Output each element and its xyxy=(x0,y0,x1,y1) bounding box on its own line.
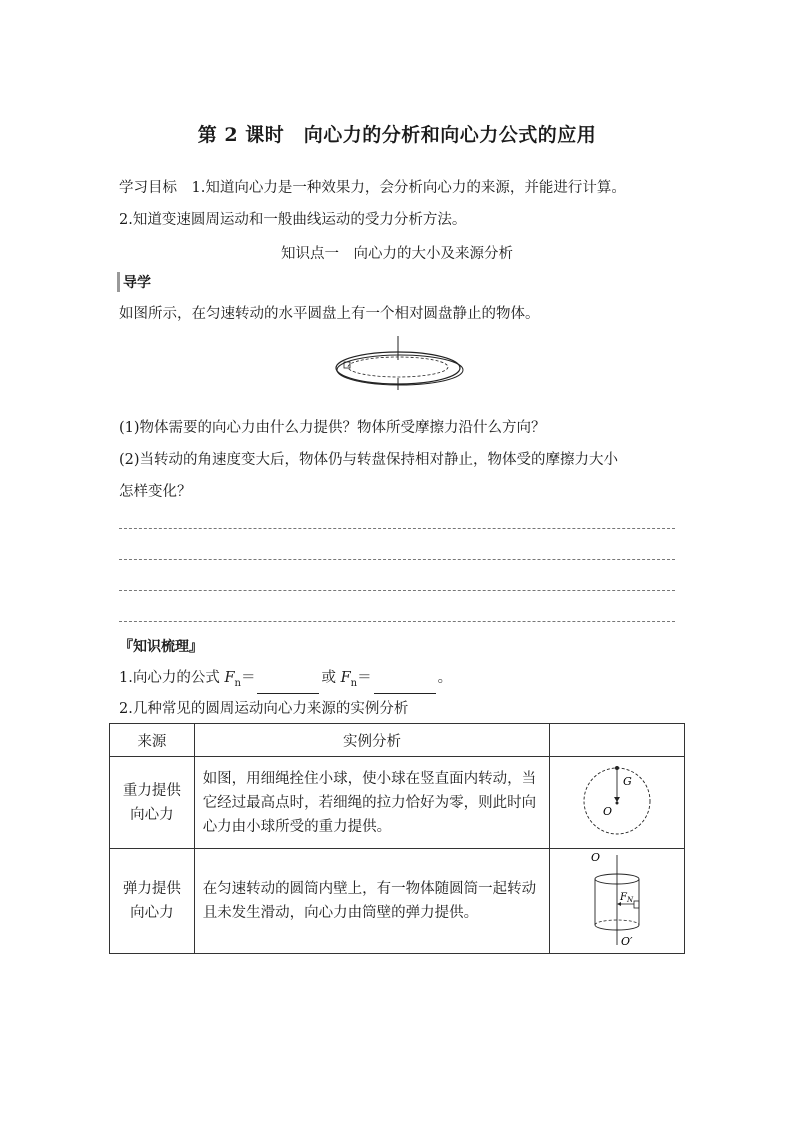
label-fn-main: F xyxy=(620,892,628,903)
answer-line[interactable] xyxy=(119,590,675,591)
source-cell xyxy=(110,757,195,849)
source-line: 弹力提供 xyxy=(122,881,181,897)
label-o: O xyxy=(603,804,613,818)
example-cell: 在匀速转动的圆筒内壁上，有一物体随圆筒一起转动且未发生滑动，向心力由筒壁的弹力提供。 xyxy=(194,849,550,954)
figure-cell xyxy=(550,849,685,954)
header-figure xyxy=(550,724,685,757)
formula-prefix: 1.向心力的公式 xyxy=(119,670,225,686)
answer-line[interactable] xyxy=(119,559,675,560)
source-cell xyxy=(110,849,195,954)
source-line: 重力提供 xyxy=(122,782,181,799)
formula-equals: ＝ xyxy=(240,670,256,686)
turntable-figure xyxy=(330,334,470,392)
gravity-arrowhead xyxy=(614,797,620,802)
formula-blank-2[interactable] xyxy=(374,677,436,694)
question-2: (2)当转动的角速度变大后，物体仍与转盘保持相对静止，物体受的摩擦力大小 xyxy=(119,452,619,468)
label-g: G xyxy=(623,774,632,788)
label-fn-sub: N xyxy=(627,896,634,904)
knowledge-label: 『知识梳理』 xyxy=(119,639,203,655)
formula-or: 或 xyxy=(321,670,341,686)
learning-objectives-line2: 2.知道变速圆周运动和一般曲线运动的受力分析方法。 xyxy=(119,212,467,228)
guide-text: 如图所示，在匀速转动的水平圆盘上有一个相对圆盘静止的物体。 xyxy=(119,306,540,322)
formula-symbol: F xyxy=(224,670,235,686)
answer-line[interactable] xyxy=(119,528,675,529)
force-source-table xyxy=(109,723,685,954)
page-title: 第 2 课时 向心力的分析和向心力公式的应用 xyxy=(197,124,597,146)
formula-blank-1[interactable] xyxy=(257,677,319,694)
question-1: (1)物体需要的向心力由什么力提供？物体所受摩擦力沿什么方向？ xyxy=(119,420,546,436)
formula-line xyxy=(119,668,452,694)
formula-subscript: n xyxy=(234,677,241,689)
figure-cell xyxy=(550,757,685,849)
example-cell: 如图，用细绳拴住小球，使小球在竖直面内转动，当它经过最高点时，若细绳的拉力恰好为零，则此时向心力由小球所受的重力提供。 xyxy=(194,757,550,849)
answer-line[interactable] xyxy=(119,621,675,622)
formula-symbol: F xyxy=(340,670,351,686)
source-line: 向心力 xyxy=(130,905,174,921)
label-o-top: O xyxy=(591,851,601,864)
header-example: 实例分析 xyxy=(194,724,550,757)
table-row xyxy=(110,757,685,849)
question-2-cont: 怎样变化？ xyxy=(119,484,192,500)
formula-subscript: n xyxy=(350,677,358,689)
learning-objectives-line1: 学习目标 1.知道向心力是一种效果力，会分析向心力的来源，并能进行计算。 xyxy=(119,180,626,196)
guide-label: 导学 xyxy=(117,272,151,292)
section-heading: 知识点一 向心力的大小及来源分析 xyxy=(281,246,513,262)
center-point xyxy=(616,801,619,804)
object-on-wall xyxy=(634,901,639,908)
header-source: 来源 xyxy=(110,724,195,757)
label-o-bottom: O′ xyxy=(621,935,633,948)
vertical-circle-figure xyxy=(577,761,657,841)
cylinder-figure xyxy=(577,849,657,949)
disc-edge xyxy=(337,355,463,385)
label-fn xyxy=(619,892,634,904)
ball xyxy=(615,766,619,770)
formula-end: 。 xyxy=(437,670,453,686)
item-2: 2.几种常见的圆周运动向心力来源的实例分析 xyxy=(119,701,409,717)
formula-equals: ＝ xyxy=(357,670,372,686)
table-row xyxy=(110,849,685,954)
table-header-row xyxy=(110,724,685,757)
source-line: 向心力 xyxy=(130,806,174,823)
